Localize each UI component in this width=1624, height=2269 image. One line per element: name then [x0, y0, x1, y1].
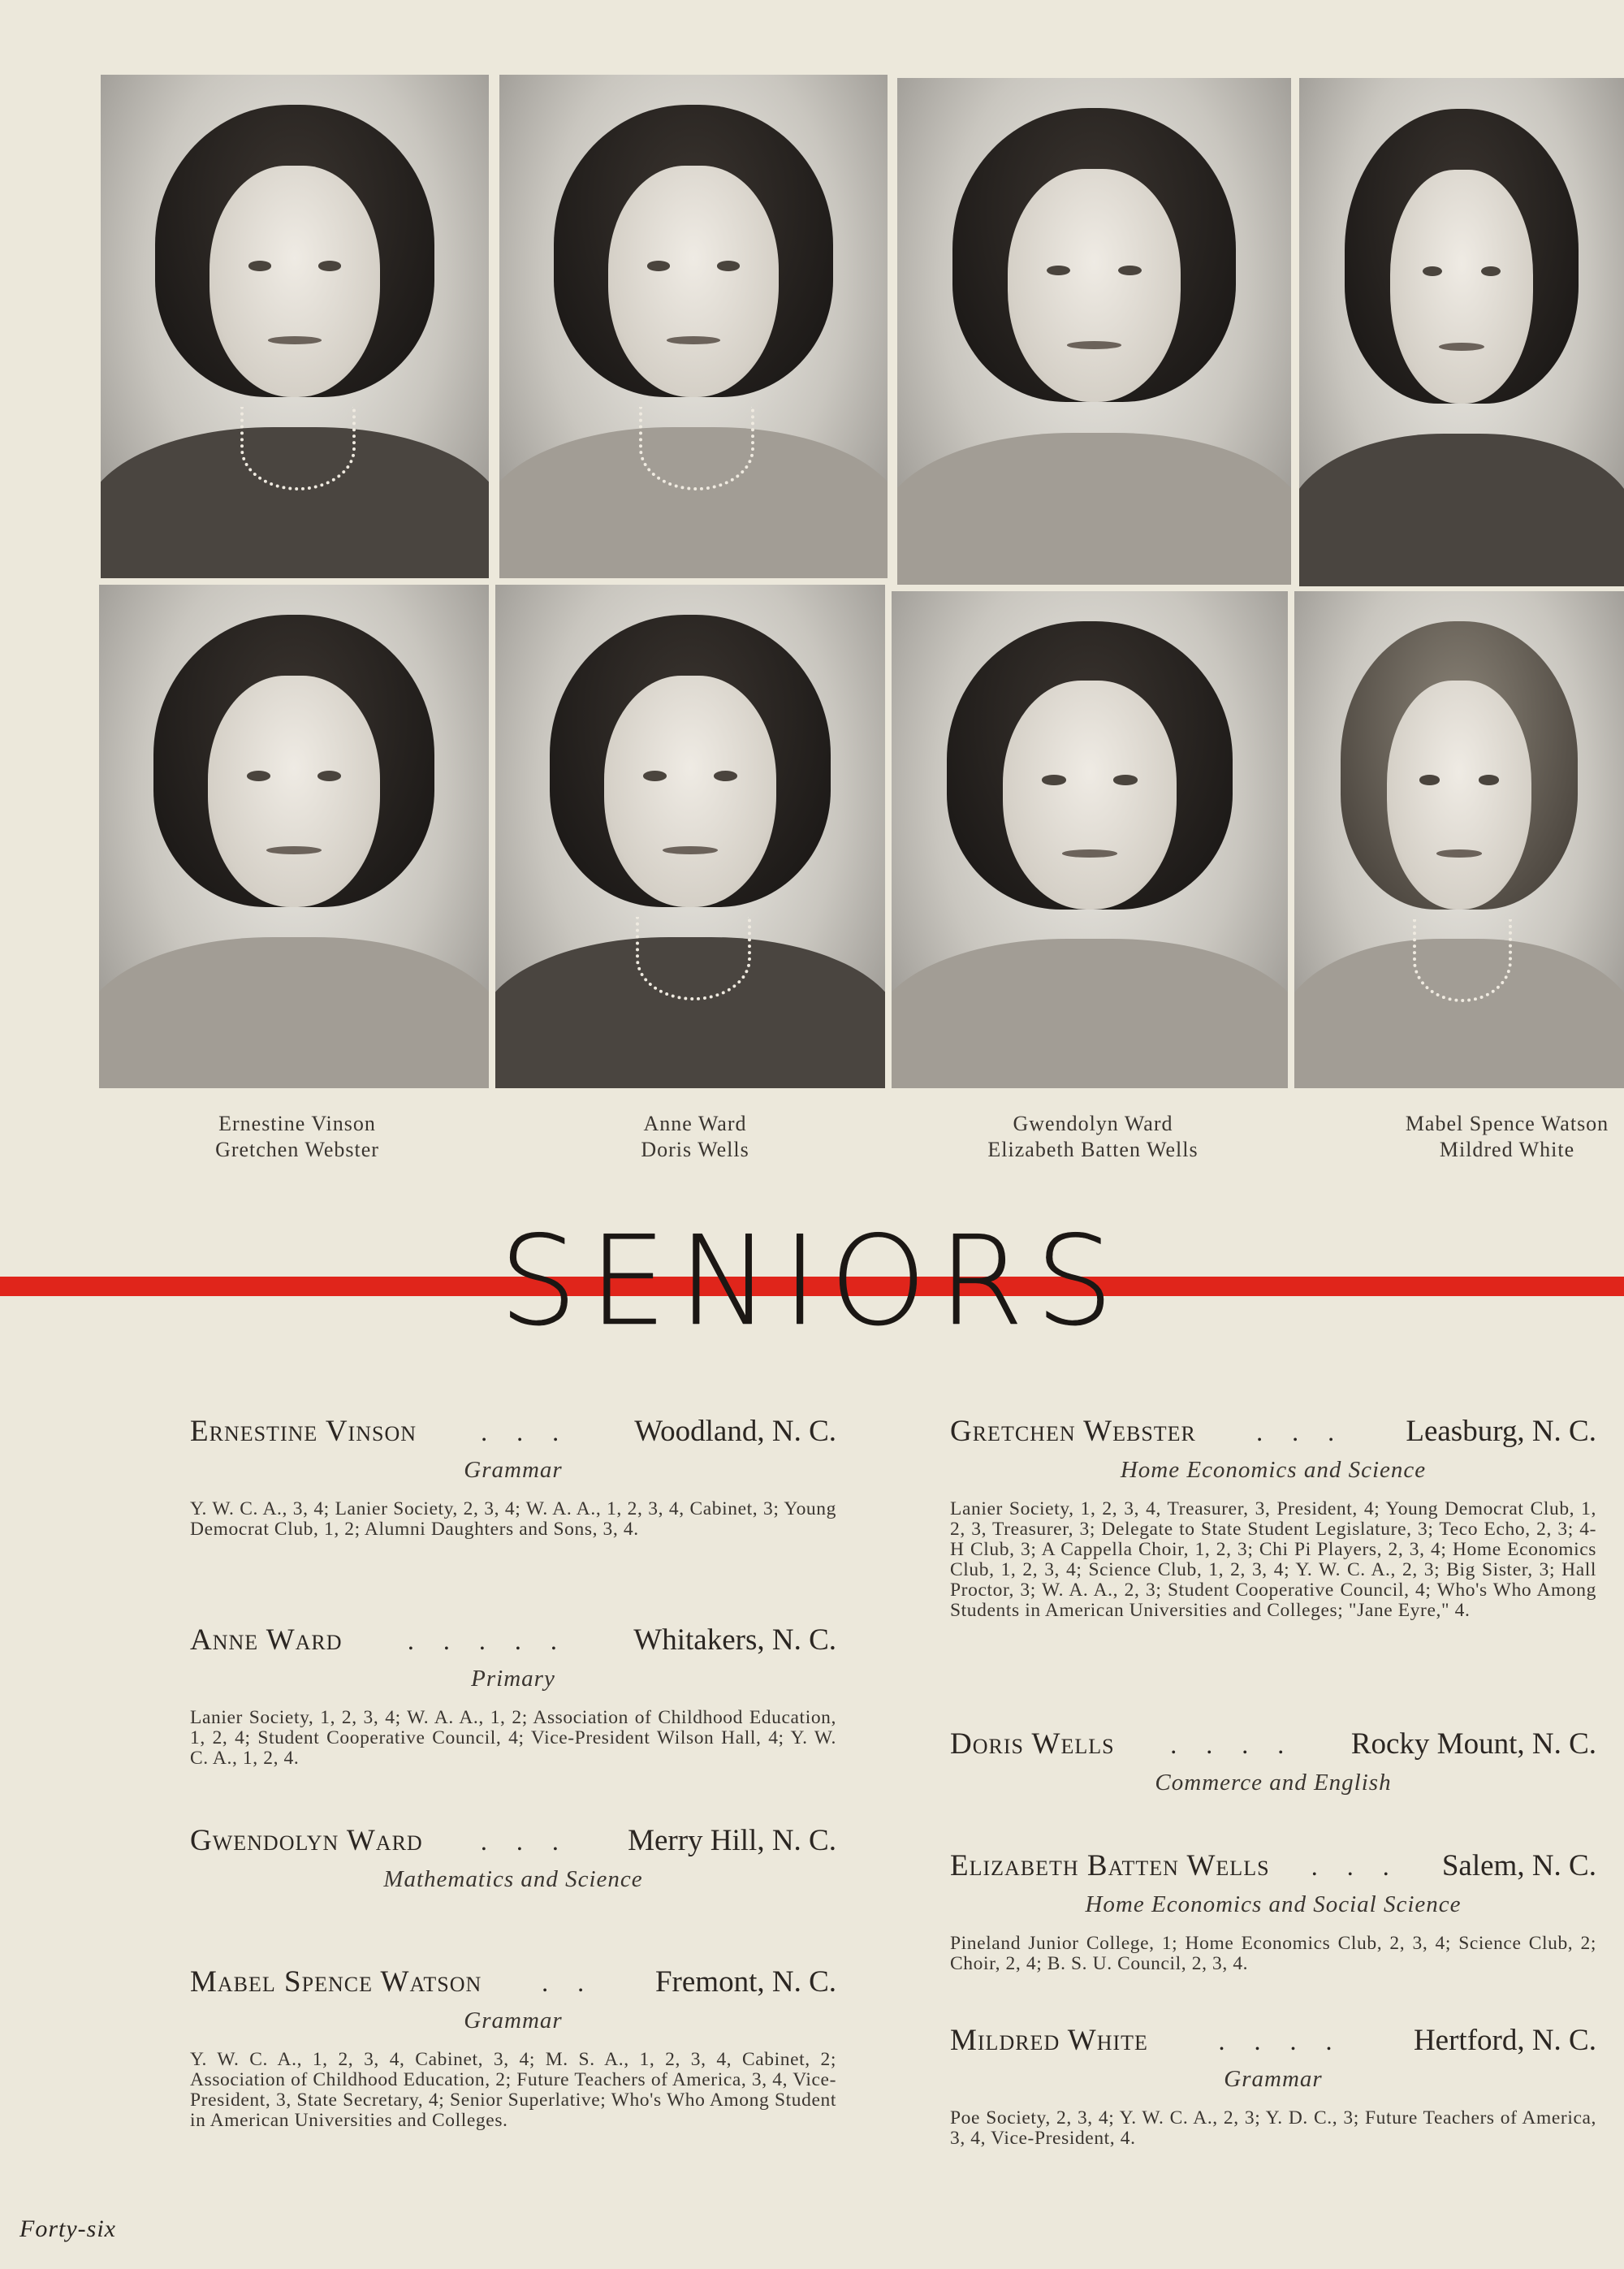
page-number: Forty-six — [19, 2215, 116, 2242]
hometown: Leasburg, N. C. — [1406, 1415, 1596, 1448]
caption-bottom-name: Doris Wells — [641, 1138, 749, 1161]
major-subject: Home Economics and Social Science — [1085, 1891, 1462, 1917]
major-subject: Home Economics and Science — [1120, 1457, 1427, 1483]
senior-entry — [950, 1413, 1596, 1621]
hometown: Rocky Mount, N. C. — [1350, 1727, 1596, 1761]
hometown: Whitakers, N. C. — [633, 1623, 836, 1657]
student-name: Elizabeth Batten Wells — [950, 1849, 1270, 1882]
portrait-anne-ward — [499, 75, 888, 578]
caption-top-name: Gwendolyn Ward — [1013, 1112, 1173, 1135]
activities-list: Y. W. C. A., 3, 4; Lanier Society, 2, 3, 4; W. A. A., 1, 2, 3, 4, Cabinet, 3; Young Democrat Club, 1, 2; Alumni Daughters and Sons, 3, 4. — [190, 1498, 836, 1540]
activities-list: Pineland Junior College, 1; Home Economics Club, 2, 3, 4; Science Club, 2; Choir, 2, 4; B. S. U. Council, 2, 3, 4. — [950, 1933, 1596, 1974]
student-name: Doris Wells — [950, 1727, 1115, 1761]
activities-list: Lanier Society, 1, 2, 3, 4; W. A. A., 1, 2; Association of Childhood Education, 1, 2, 4; Student Cooperative Council, 4; Vice-President Wilson Hall, 4; Y. W. C. A., 1, 2, 4. — [190, 1707, 836, 1769]
hometown: Fremont, N. C. — [654, 1965, 836, 1999]
caption-top-name: Mabel Spence Watson — [1405, 1112, 1609, 1135]
caption-bottom-name: Mildred White — [1439, 1138, 1575, 1161]
major-subject: Grammar — [464, 1457, 563, 1483]
senior-entry — [950, 2022, 1596, 2149]
senior-entry — [950, 1848, 1596, 1974]
activities-list: Y. W. C. A., 1, 2, 3, 4, Cabinet, 3, 4; M. S. A., 1, 2, 3, 4, Cabinet, 2; Association of Childhood Education, 2; Future Teachers of America, 3, 4, Vice-President, 3, State Secretary, 4; Senior Superlative; Who's Who Among Student in American Universities and Colleges. — [190, 2049, 836, 2131]
student-name: Gwendolyn Ward — [190, 1824, 423, 1857]
portrait-elizabeth-batten-wells — [892, 591, 1288, 1088]
photo-caption — [1393, 1111, 1621, 1163]
leader-dots: . . — [542, 1968, 596, 1997]
hometown: Hertford, N. C. — [1413, 2024, 1596, 2057]
senior-entry — [190, 1822, 836, 1895]
leader-dots: . . . — [1256, 1417, 1346, 1446]
leader-dots: . . . . . — [407, 1626, 568, 1655]
page-heading: SENIORS — [499, 1209, 1125, 1353]
senior-entry — [190, 1622, 836, 1769]
caption-bottom-name: Elizabeth Batten Wells — [987, 1138, 1199, 1161]
student-name: Mildred White — [950, 2024, 1148, 2057]
senior-entry — [190, 1964, 836, 2131]
leader-dots: . . . — [1311, 1852, 1401, 1881]
leader-dots: . . . — [481, 1417, 571, 1446]
portrait-doris-wells — [495, 585, 885, 1088]
major-subject: Mathematics and Science — [383, 1866, 643, 1892]
student-name: Anne Ward — [190, 1623, 343, 1657]
major-subject: Commerce and English — [1155, 1770, 1392, 1796]
portrait-mildred-white — [1294, 591, 1624, 1088]
major-subject: Primary — [471, 1666, 555, 1692]
student-name: Gretchen Webster — [950, 1415, 1196, 1448]
portrait-ernestine-vinson — [101, 75, 489, 578]
activities-list: Lanier Society, 1, 2, 3, 4, Treasurer, 3, President, 4; Young Democrat Club, 1, 2, 3, Treasurer, 3; Delegate to State Student Legislature, 3; Teco Echo, 2, 3; 4-H Club, 3; A Cappella Choir, 1, 2, 3; Chi Pi Players, 2, 3, 4; Home Economics Club, 1, 2, 3, 4; Science Club, 1, 2, 3, 4; Y. W. C. A., 2, 3; Big Sister, 3; Hall Proctor, 3; W. A. A., 2, 3; Student Cooperative Council, 4; Who's Who Among Students in American Universities and Colleges; "Jane Eyre," 4. — [950, 1498, 1596, 1621]
photo-caption — [955, 1111, 1231, 1163]
leader-dots: . . . . — [1218, 2026, 1344, 2055]
student-name: Ernestine Vinson — [190, 1415, 417, 1448]
photo-caption — [175, 1111, 419, 1163]
senior-entry — [190, 1413, 836, 1540]
major-subject: Grammar — [1224, 2066, 1323, 2092]
hometown: Woodland, N. C. — [634, 1415, 836, 1448]
caption-top-name: Anne Ward — [643, 1112, 747, 1135]
leader-dots: . . . — [480, 1826, 570, 1856]
major-subject: Grammar — [464, 2008, 563, 2033]
caption-bottom-name: Gretchen Webster — [215, 1138, 379, 1161]
leader-dots: . . . . — [1170, 1730, 1296, 1759]
portrait-gwendolyn-ward — [897, 78, 1291, 585]
portrait-mabel-spence-watson — [1299, 78, 1624, 586]
activities-list: Poe Society, 2, 3, 4; Y. W. C. A., 2, 3; Y. D. C., 3; Future Teachers of America, 3, 4, Vice-President, 4. — [950, 2107, 1596, 2149]
senior-entry — [950, 1726, 1596, 1799]
hometown: Merry Hill, N. C. — [628, 1824, 836, 1857]
caption-top-name: Ernestine Vinson — [218, 1112, 376, 1135]
photo-caption — [573, 1111, 817, 1163]
student-name: Mabel Spence Watson — [190, 1965, 482, 1999]
portrait-gretchen-webster — [99, 585, 489, 1088]
hometown: Salem, N. C. — [1441, 1849, 1596, 1882]
